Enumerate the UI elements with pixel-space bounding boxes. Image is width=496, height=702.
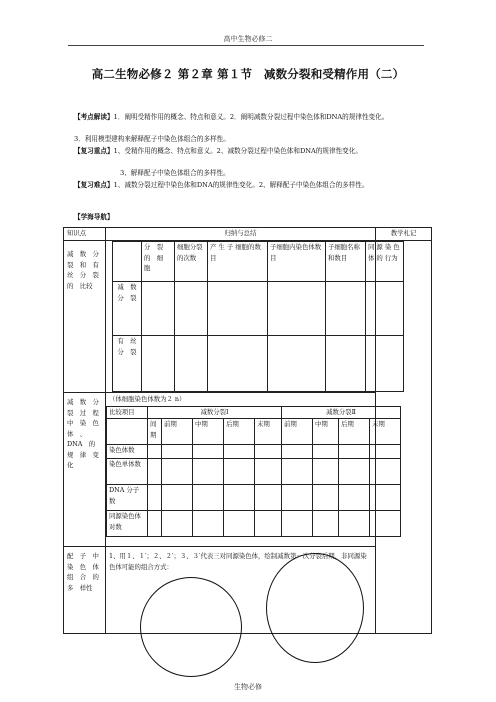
row2-label: 减 数 分 裂 过 程 中 染 色 体 、 DNA 的 规 律 变 化 xyxy=(64,393,106,547)
phase-m1-metaphase: 中期 xyxy=(193,419,224,445)
cell xyxy=(282,511,313,537)
item-dna-count: DNA 分子数 xyxy=(107,485,148,511)
cell xyxy=(255,459,282,485)
cell xyxy=(339,445,370,459)
header-knowledge: 知识点 xyxy=(64,228,106,241)
zhongdian-paragraph xyxy=(74,146,424,157)
phase-interphase: 间 期 xyxy=(148,419,162,445)
cell xyxy=(370,485,401,511)
daohang-paragraph xyxy=(74,212,424,223)
cell xyxy=(162,459,193,485)
cell xyxy=(162,445,193,459)
cell xyxy=(224,445,255,459)
phase-m1-telophase: 末期 xyxy=(255,419,282,445)
cell xyxy=(282,459,313,485)
cell xyxy=(370,445,401,459)
item-homolog-pairs: 同源染色体对数 xyxy=(107,511,148,537)
cell xyxy=(175,336,208,392)
phase-m2-metaphase: 中期 xyxy=(313,419,339,445)
header-summary: 归纳与总结 xyxy=(106,228,376,241)
cell xyxy=(268,282,326,336)
kaodian-paragraph xyxy=(74,112,424,123)
cell xyxy=(193,445,224,459)
cell xyxy=(148,511,162,537)
phase-m2-anaphase: 后期 xyxy=(339,419,370,445)
cell xyxy=(326,336,366,392)
cell xyxy=(370,459,401,485)
row1-content xyxy=(106,241,400,393)
row-mitosis-label: 有 丝 分 裂 xyxy=(113,336,142,392)
chromosome-dna-table xyxy=(106,406,401,537)
meiosis-2-header: 减数分裂Ⅱ xyxy=(282,407,401,419)
compare-label: 比较项目 xyxy=(107,407,148,419)
nandian-text: 1、减数分裂过程中染色体和DNA的规律性变化。2、解释配子中染色体组合的多样性。 xyxy=(113,181,369,189)
cell-diagram-circle-left xyxy=(140,577,242,677)
page-footer: 生物必修 xyxy=(234,683,262,691)
cell xyxy=(148,459,162,485)
page-title: 高二生物必修２ 第２章 第１节 减数分裂和受精作用（二） xyxy=(91,67,405,81)
phase-m2-prophase: 前期 xyxy=(282,419,313,445)
cell xyxy=(339,485,370,511)
cell xyxy=(313,459,339,485)
cell xyxy=(162,485,193,511)
col-dividing-cell: 分 裂 的 细 胞 xyxy=(142,242,175,282)
cell xyxy=(208,282,268,336)
comparison-corner xyxy=(113,242,142,282)
cell xyxy=(326,282,366,336)
cell xyxy=(268,336,326,392)
zhongdian-text: 1、受精作用的概念、特点和意义。2、减数分裂过程中染色体和DNA的规律性变化。 xyxy=(113,147,362,155)
cell xyxy=(224,511,255,537)
cell xyxy=(193,485,224,511)
cell xyxy=(339,459,370,485)
row3-text: 1、用１、１′；２、２′；３、３′代表三对同源染色体，绘制减数第一次分裂后期，非同源染色体可能的组合方式： xyxy=(109,552,367,571)
item-chromosome-count: 染色体数 xyxy=(107,445,148,459)
nandian-paragraph xyxy=(74,180,424,191)
row-meiosis-label: 减 数 分 裂 xyxy=(113,282,142,336)
cell xyxy=(313,511,339,537)
cell xyxy=(282,485,313,511)
phase-m1-anaphase: 后期 xyxy=(224,419,255,445)
header-rule xyxy=(68,45,424,46)
row3-label: 配 子 中 染 色 体 组 合 的 多 样性 xyxy=(64,547,106,634)
zhongdian-paragraph-2: 3、解释配子中染色体组合的多样性。 xyxy=(120,169,230,177)
col-division-count: 细胞分裂的次数 xyxy=(175,242,208,282)
nandian-label: 【复习难点】 xyxy=(74,181,114,189)
header-notes: 教学札记 xyxy=(376,228,432,241)
cell xyxy=(370,511,401,537)
study-guide-table xyxy=(63,227,432,634)
col-homolog-behavior: 同 源 染 色 体 的 行为 xyxy=(366,242,404,282)
cell xyxy=(313,485,339,511)
running-header: 高中生物必修二 xyxy=(223,35,273,43)
zhongdian-label: 【复习重点】 xyxy=(74,147,114,155)
col-daughter-cell-name: 子细胞名称和数目 xyxy=(326,242,366,282)
cell xyxy=(148,445,162,459)
row2-content xyxy=(106,393,385,547)
cell xyxy=(162,511,193,537)
cell xyxy=(339,511,370,537)
cell xyxy=(313,445,339,459)
comparison-table xyxy=(112,241,404,392)
cell xyxy=(208,336,268,392)
kaodian-label: 【考点解读】 xyxy=(74,113,114,121)
daohang-label: 【学海导航】 xyxy=(74,213,114,221)
cell xyxy=(107,419,148,445)
col-daughter-cell-count: 产 生 子 细胞的数目 xyxy=(208,242,268,282)
cell xyxy=(193,511,224,537)
cell xyxy=(255,511,282,537)
cell xyxy=(255,445,282,459)
kaodian-paragraph-2: 3．利用模型建构来解释配子中染色体组合的多样性。 xyxy=(74,135,230,143)
col-chromosome-count: 子细胞内染色体数目 xyxy=(268,242,326,282)
kaodian-text: 1．阐明受精作用的概念、特点和意义。2．阐明减数分裂过程中染色体和DNA的规律性变化。 xyxy=(113,113,389,121)
meiosis-1-header: 减数分裂Ⅰ xyxy=(148,407,282,419)
cell-diagram-circle-right xyxy=(266,553,364,663)
cell xyxy=(193,459,224,485)
row1-label: 减 数 分 裂 和 有 丝 分 裂 的 比较 xyxy=(64,241,106,393)
cell xyxy=(175,282,208,336)
cell xyxy=(142,282,175,336)
cell xyxy=(224,485,255,511)
row2-note: （体细胞染色体数为２ n） xyxy=(109,395,186,403)
item-chromatid-count: 染色单体数 xyxy=(107,459,148,485)
cell xyxy=(142,336,175,392)
cell xyxy=(224,459,255,485)
phase-m1-prophase: 前期 xyxy=(162,419,193,445)
cell xyxy=(282,445,313,459)
cell xyxy=(255,485,282,511)
phase-m2-telophase: 末期 xyxy=(370,419,401,445)
cell xyxy=(148,485,162,511)
